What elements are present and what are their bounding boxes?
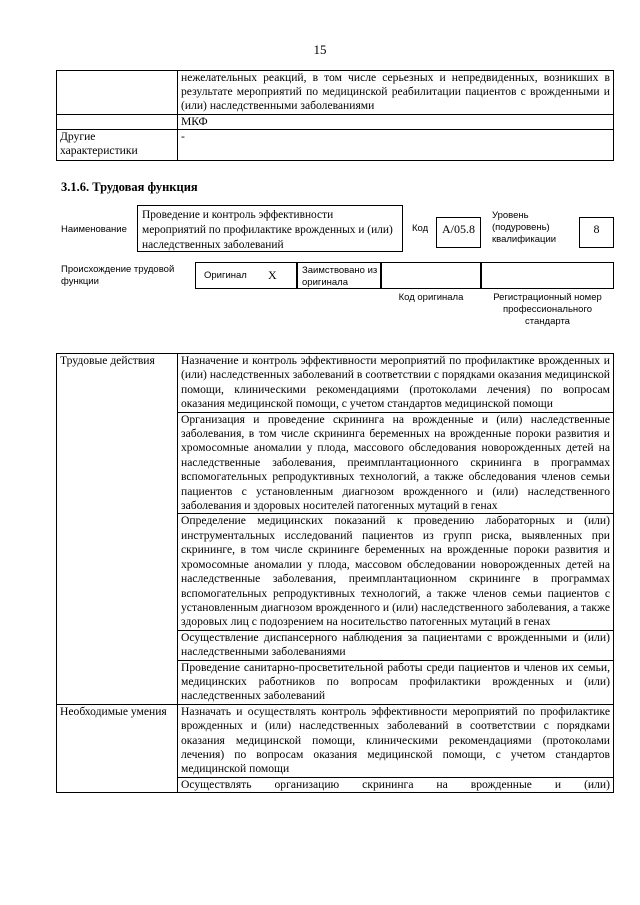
page-number: 15 [313,42,327,57]
reg-number-caption: Регистрационный номер профессионального стандарта [493,292,602,327]
empty-cell [57,114,178,129]
labor-action-item: Организация и проведение скрининга на врожденные и (или) наследственные заболевания, в том числе скрининга беременных на врожденные пороки развития и хромосомные аномалии у плода, массового обследования новорожденных детей на наследственные заболевания, преимплантационного скрининга в программах вспомогательных репродуктивных технологий, а также обследования членов семьи пациентов с установленным диагнозом врожденного и (или) наследственного заболевания и здоровых носителей патогенных мутаций в генах [178,412,614,514]
labor-actions-label: Трудовые действия [57,354,178,705]
code-label: Код [412,223,429,234]
origin-label: Происхождение трудовой функции [61,264,175,287]
table-row [57,354,614,413]
original-mark: X [268,268,277,282]
table-row [57,129,614,160]
function-name-box [137,205,403,252]
code-value: А/05.8 [442,222,475,236]
other-characteristics-label: Другие характеристики [57,129,178,160]
skill-item: Осуществлять организацию скрининга на врожденные и (или) [178,777,614,792]
labor-action-item: Проведение санитарно-просветительной работы среди пациентов и членов их семьи, медицинских работников по вопросам профилактики врожденных и (или) наследственных заболеваний [178,660,614,704]
level-value: 8 [593,222,600,236]
code-box [436,217,481,248]
skill-item: Назначать и осуществлять контроль эффективности мероприятий по профилактике врожденных и (или) наследственных заболеваний в соответствии с порядками оказания медицинской помощи, клиническими рекомендациями (протоколами лечения) по вопросам оказания медицинской помощи, с учетом стандартов медицинской помощи [178,704,614,777]
labor-function-table [56,353,614,793]
code-original-caption: Код оригинала [398,292,464,303]
table-row [57,704,614,777]
original-box [195,262,297,289]
skills-label: Необходимые умения [57,704,178,792]
top-characteristics-table [56,70,614,161]
empty-cell [57,71,178,115]
code-original-box [381,262,481,289]
section-title: 3.1.6. Трудовая функция [61,180,198,194]
name-label: Наименование [61,224,127,235]
reg-number-box [481,262,614,289]
level-label: Уровень (подуровень) квалификации [492,210,557,245]
labor-action-item: Осуществление диспансерного наблюдения за пациентами с врожденными и (или) наследственными заболеваниями [178,630,614,660]
level-box [579,217,614,248]
labor-action-item: Назначение и контроль эффективности мероприятий по профилактике врожденных и (или) наследственных заболеваний в соответствии с порядками оказания медицинской помощи, клиническими рекомендациями (протоколами лечения) по вопросам оказания медицинской помощи, с учетом стандартов медицинской помощи [178,354,614,413]
labor-action-item: Определение медицинских показаний к проведению лабораторных и (или) инструментальных исследований пациентов из групп риска, выявленных при скрининге, в том числе скрининге беременных на врожденные пороки развития и хромосомные аномалии у плода, массовом обследовании новорожденных детей на наследственные заболевания, преимплантационном скрининге в программах вспомогательных репродуктивных технологий, а также членов семьи пациентов с установленным диагнозом врожденного и (или) наследственного заболевания, а также здоровых лиц с подозрением на носительство патогенных мутаций в генах [178,514,614,630]
borrowed-label: Заимствовано из оригинала [302,265,378,288]
other-characteristics-value: - [178,129,614,160]
table-row [57,71,614,115]
original-label: Оригинал [204,270,247,281]
table-row [57,114,614,129]
continuation-text: нежелательных реакций, в том числе серьезных и непредвиденных, возникших в результате мероприятий по медицинской реабилитации пациентов с врожденными и (или) наследственными заболеваниями [178,71,614,115]
borrowed-box [297,262,381,289]
mkf-text: МКФ [178,114,614,129]
function-name-text: Проведение и контроль эффективности мероприятий по профилактике врожденных и (или) наследственных заболеваний [142,209,393,251]
